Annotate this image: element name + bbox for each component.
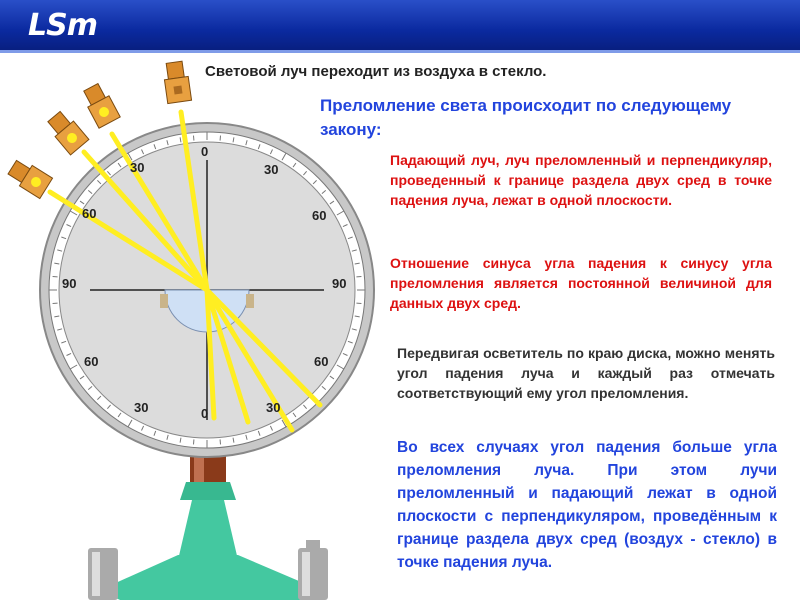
foot-right-knob [306,540,320,550]
stand-neck-highlight [194,455,204,485]
label-left: 90 [62,276,77,291]
label-lower-right: 30 [266,400,281,415]
stand-base [100,555,320,600]
lamp-1[interactable] [162,61,191,104]
stand-collar [180,482,236,500]
stand-column [178,500,238,560]
label-mid-lower-left: 60 [84,354,99,369]
clip-left [160,294,168,308]
caption: Световой луч переходит из воздуха в стекло. [205,63,547,80]
logo: LSm [28,8,97,43]
conclusion-text: Во всех случаях угол падения больше угла преломления луча. При этом лучи преломленный и падающий лежат в одной плоскости с перпендикуляром, проведённым к границе раздела двух сред (воздух - стекло) в точке падения луча. [397,439,777,571]
label-upper-right: 30 [264,162,279,177]
label-mid-upper-right: 60 [312,208,327,223]
label-mid-lower-right: 60 [314,354,329,369]
label-lower-left: 30 [134,400,149,415]
label-mid-upper-left: 60 [82,206,97,221]
label-upper-left: 30 [130,160,145,175]
foot-left-highlight [92,552,100,596]
instruction-text: Передвигая осветитель по краю диска, можно менять угол падения луча и каждый раз отмечать соответствующий ему угол преломления. [397,345,775,401]
law-title: Преломление света происходит по следующему закону: [320,96,732,139]
lamp-3[interactable] [45,109,89,155]
label-bottom: 0 [201,406,209,421]
lamp-4[interactable] [6,157,53,199]
clip-right [246,294,254,308]
label-right: 90 [332,276,347,291]
lamp-2[interactable] [80,82,120,129]
law-first-statement: Падающий луч, луч преломленный и перпендикуляр, проведенный к границе раздела двух сред в точке падения луча, лежат в одной плоскости. [390,152,772,208]
law-second-statement: Отношение синуса угла падения к синусу угла преломления является постоянной величиной для данных двух сред. [390,255,772,311]
label-top: 0 [201,144,209,159]
foot-right-highlight [302,552,310,596]
